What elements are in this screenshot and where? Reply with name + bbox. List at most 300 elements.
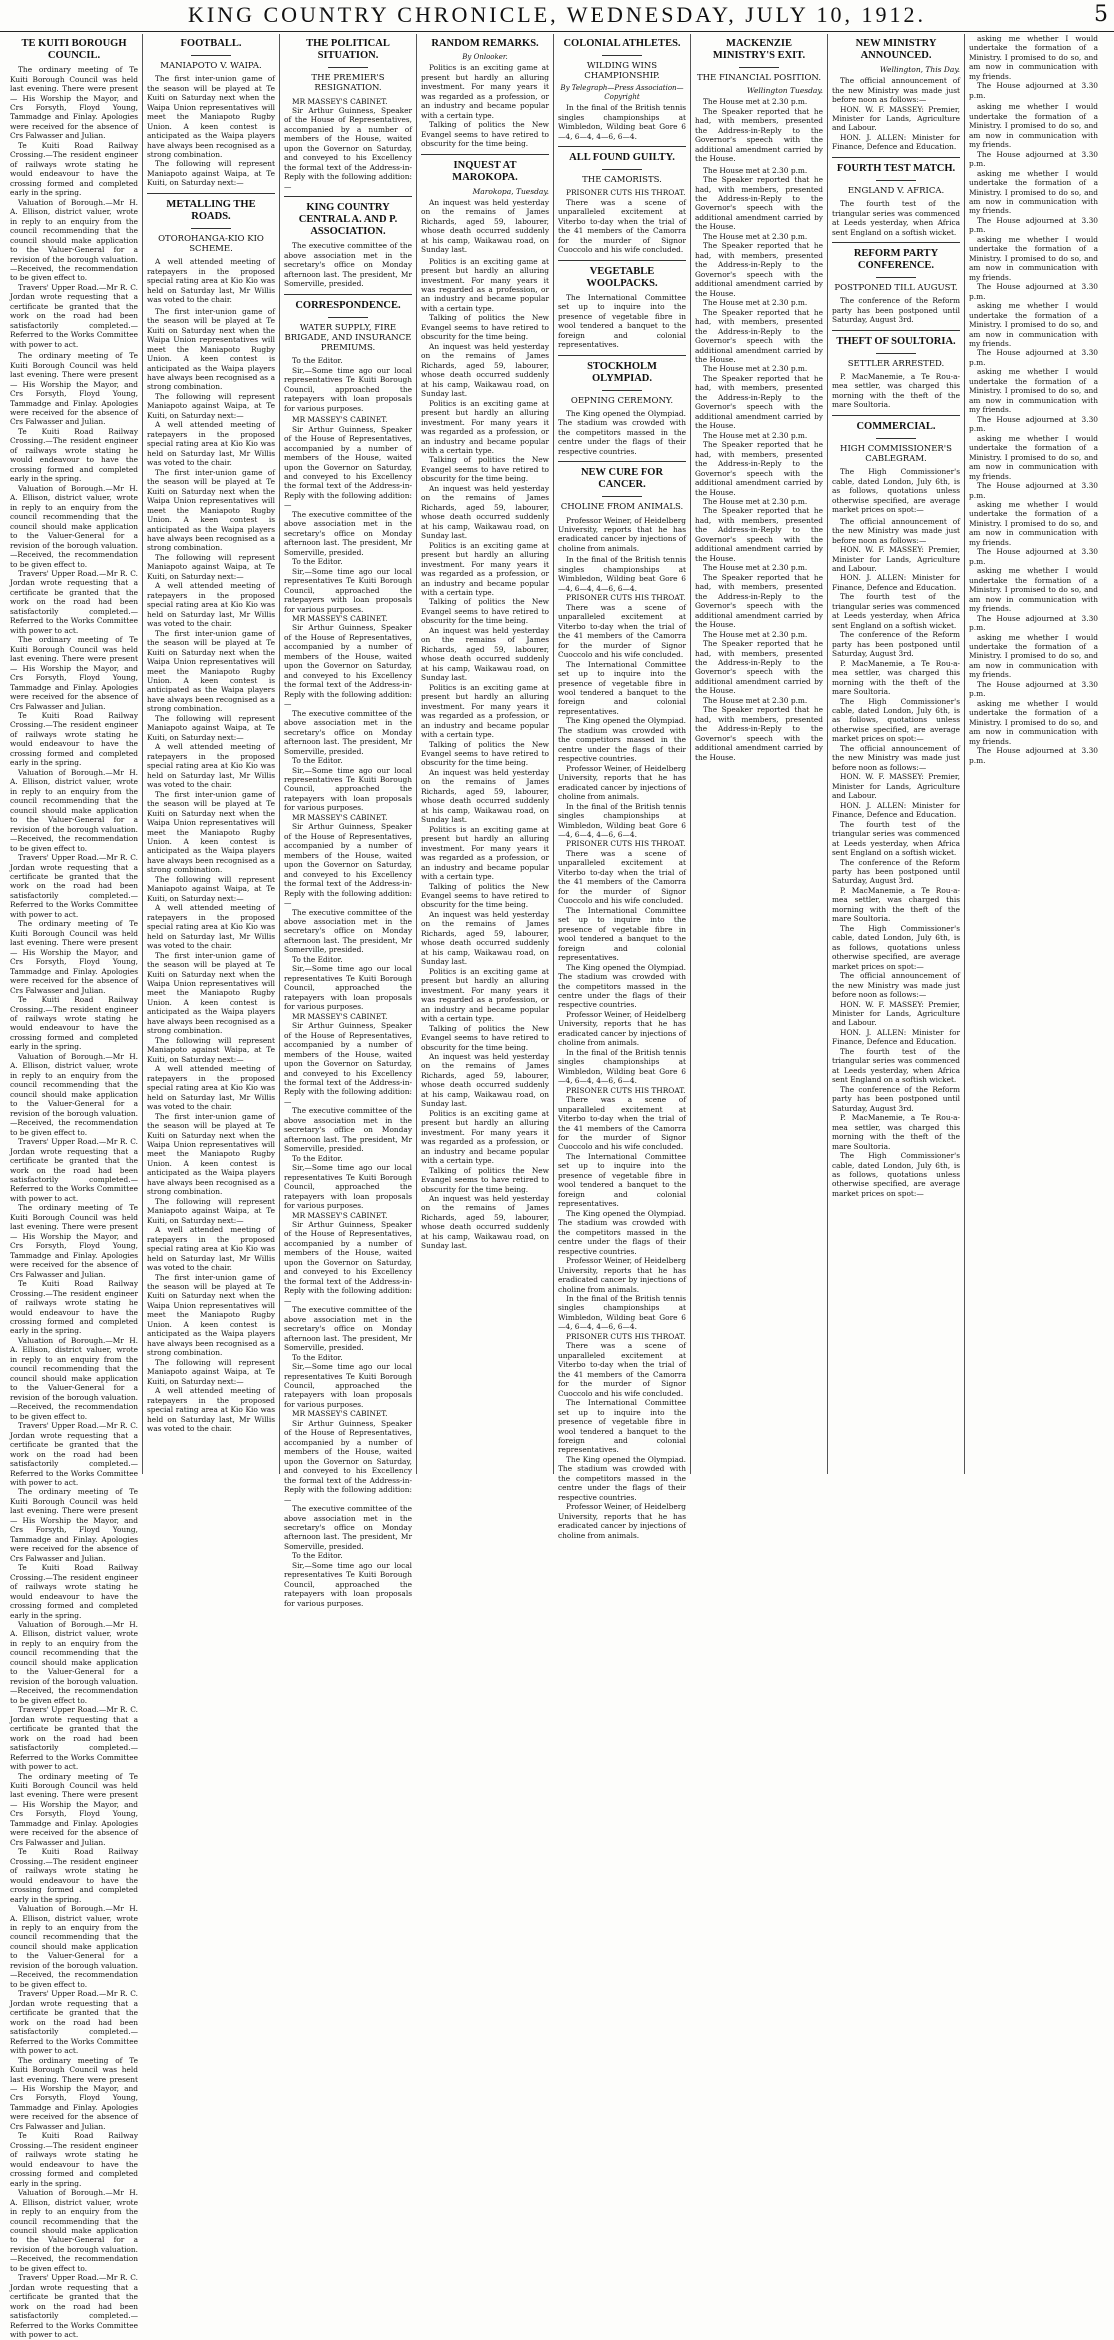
article-paragraph: The ordinary meeting of Te Kuiti Borough Council was held last evening. There were present— His Worship the Mayor, and Crs Forsyth, Floyd Young, Tammadge and Finlay. Apologies were received for the absence of Crs Falwasser and Julian. — [10, 351, 138, 427]
article — [832, 421, 960, 515]
article-subheading: WATER SUPPLY, FIRE BRIGADE, AND INSURANCE PREMIUMS. — [284, 322, 412, 354]
article-paragraph: The first inter-union game of the season will be played at Te Kuiti on Saturday next when the Waipa Union representatives will meet the Maniapoto Rugby Union. A keen contest is anticipated as the Waipa players have always been recognised as a strong combination. — [147, 1272, 275, 1358]
article-paragraph: The King opened the Olympiad. The stadium was crowded with the competitors massed in the centre under the flags of their respective countries. — [558, 1208, 686, 1256]
article — [284, 38, 412, 191]
article-paragraph: Travers' Upper Road.—Mr R. C. Jordan wrote requesting that a certificate be granted that the work on the road had been satisfactorily completed.—Referred to the Works Committee with power to act. — [10, 1705, 138, 1772]
article-paragraph: An inquest was held yesterday on the remains of James Richards, aged 59, labourer, whose death occurred suddenly at his camp, Waikawau road, on Sunday last. — [421, 1194, 549, 1251]
article-paragraph: HON. J. ALLEN: Minister for Finance, Defence and Education. — [832, 573, 960, 592]
article-paragraph: A well attended meeting of ratepayers in the proposed special rating area at Kio Kio was held on Saturday last, Mr Willis was voted to the chair. — [147, 257, 275, 305]
column-5 — [554, 34, 691, 1540]
article-paragraph: The Speaker reported that he had, with members, presented the Address-in-Reply to the Governor's speech with the additional amendment carried by the House. — [695, 106, 823, 164]
article-paragraph: The following will represent Maniapoto against Waipa, at Te Kuiti, on Saturday next:— — [147, 874, 275, 903]
article-paragraph: The fourth test of the triangular series was commenced at Leeds yesterday, when Africa sent England on a softish wicket. — [832, 1046, 960, 1085]
article-paragraph: The executive committee of the above association met in the secretary's office on Monday afternoon last. The president, Mr Somerville, presided. — [284, 509, 412, 557]
article-paragraph: MR MASSEY'S CABINET. — [292, 812, 388, 822]
article-headline: KING COUNTRY CENTRAL A. AND P. ASSOCIATION. — [298, 202, 398, 238]
article-headline: COLONIAL ATHLETES. — [563, 38, 681, 49]
article-paragraph: P. MacManemie, a Te Rou-a-mea settler, was charged this morning with the theft of the mare Soultoria. — [832, 1113, 960, 1151]
headline-rule — [602, 55, 642, 56]
article-paragraph: The official announcement of the new Ministry was made just before noon as follows:— — [832, 971, 960, 1000]
article-paragraph: Politics is an exciting game at present but hardly an alluring investment. For many years it was regarded as a profession, or an industry and became popular with a certain type. — [421, 256, 549, 313]
article — [832, 38, 960, 152]
article-paragraph: The Speaker reported that he had, with members, presented the Address-in-Reply to the Governor's speech with the additional amendment carried by the House. — [695, 639, 823, 696]
article-paragraph: Te Kuiti Road Railway Crossing.—The resident engineer of railways wrote stating he would endeavour to have the crossing formed and completed early in the spring. — [10, 711, 138, 768]
article-paragraph: The House met at 2.30 p.m. — [703, 497, 808, 506]
article-paragraph: Travers' Upper Road.—Mr R. C. Jordan wrote requesting that a certificate be granted that the work on the road had been satisfactorily completed.—Referred to the Works Committee with power to act. — [10, 853, 138, 919]
article-paragraph: The Speaker reported that he had, with members, presented the Address-in-Reply to the Governor's speech with the additional amendment carried by the House. — [695, 440, 823, 497]
article-paragraph: Sir Arthur Guinness, Speaker of the House of Representatives, accompanied by a number of members of the House, waited upon the Governor on Saturday, and conveyed to his Excellency the formal text of the Address-in-Reply with the following addition:— — [284, 1418, 412, 1504]
article-subheading: THE FINANCIAL POSITION. — [696, 73, 822, 84]
article-paragraph: The executive committee of the above association met in the secretary's office on Monday afternoon last. The president, Mr Somerville, presided. — [284, 708, 412, 756]
article-paragraph: asking me whether I would undertake the formation of a Ministry. I promised to do so, and am now in communication with my friends. — [969, 367, 1098, 415]
article-paragraph: Professor Weiner, of Heidelberg University, reports that he has eradicated cancer by injections of choline from animals. — [558, 763, 686, 802]
article-paragraph: Sir,—Some time ago our local representatives Te Kuiti Borough Council, approached the ratepayers with loan proposals for various purposes. — [284, 1163, 412, 1211]
article-paragraph: Te Kuiti Road Railway Crossing.—The resident engineer of railways wrote stating he would endeavour to have the crossing formed and completed early in the spring. — [10, 140, 138, 198]
article-paragraph: Sir,—Some time ago our local representatives Te Kuiti Borough Council, approached the ratepayers with loan proposals for various purposes. — [284, 566, 412, 614]
article-paragraph: The International Committee set up to inquire into the presence of vegetable fibre in wool tendered a banquet to the foreign and colonial representatives. — [558, 905, 686, 963]
article-paragraph: To the Editor. — [292, 1551, 343, 1561]
article-paragraph: The ordinary meeting of Te Kuiti Borough Council was held last evening. There were present— His Worship the Mayor, and Crs Forsyth, Floyd Young, Tammadge and Finlay. Apologies were received for the absence of Crs Falwasser and Julian. — [10, 65, 138, 141]
article-paragraph: Professor Weiner, of Heidelberg University, reports that he has eradicated cancer by injections of choline from animals. — [558, 1502, 686, 1540]
article-paragraph: Te Kuiti Road Railway Crossing.—The resident engineer of railways wrote stating he would endeavour to have the crossing formed and completed early in the spring. — [10, 1279, 138, 1336]
article-paragraph: Talking of politics the New Evangel seems to have retired to obscurity for the time being. — [421, 739, 549, 768]
article-paragraph: The House adjourned at 3.30 p.m. — [969, 613, 1098, 633]
article-paragraph: Talking of politics the New Evangel seems to have retired to obscurity for the time being. — [421, 313, 549, 342]
article-paragraph: Travers' Upper Road.—Mr R. C. Jordan wrote requesting that a certificate be granted that the work on the road had been satisfactorily completed.—Referred to the Works Committee with power to act. — [10, 282, 138, 349]
column-4 — [417, 34, 554, 1474]
headline-rule — [876, 353, 916, 354]
headline-rule — [602, 390, 642, 391]
article-headline: FOURTH TEST MATCH. — [836, 162, 956, 174]
article-paragraph: The executive committee of the above association met in the secretary's office on Monday afternoon last. The president, Mr Somerville, presided. — [284, 241, 412, 289]
column-continuation — [284, 415, 412, 1608]
column-7 — [828, 34, 965, 1474]
article-paragraph: Politics is an exciting game at present but hardly an alluring investment. For many years it was regarded as a profession, or an industry and became popular with a certain type. — [421, 63, 549, 120]
article-paragraph: A well attended meeting of ratepayers in the proposed special rating area at Kio Kio was held on Saturday last, Mr Willis was voted to the chair. — [147, 1064, 275, 1112]
article-paragraph: The House met at 2.30 p.m. — [703, 563, 808, 573]
article-paragraph: In the final of the British tennis singles championships at Wimbledon, Wilding beat Gore 6—4, 6—4, 4—6, 6—4. — [558, 1047, 686, 1086]
headline-rule — [191, 55, 231, 56]
article-paragraph: Sir Arthur Guinness, Speaker of the House of Representatives, accompanied by a number of members of the House, waited upon the Governor on Saturday, and conveyed to his Excellency the formal text of the Address-in-Reply with the following addition:— — [284, 623, 412, 709]
article-separator — [832, 330, 960, 331]
article-paragraph: The Speaker reported that he had, with members, presented the Address-in-Reply to the Governor's speech with the additional amendment carried by the House. — [695, 506, 823, 563]
article-separator — [558, 461, 686, 462]
article-headline: STOCKHOLM OLYMPIAD. — [587, 360, 657, 384]
column-continuation — [558, 555, 686, 1540]
article — [969, 34, 1098, 100]
article-paragraph: The ordinary meeting of Te Kuiti Borough Council was held last evening. There were present— His Worship the Mayor, and Crs Forsyth, Floyd Young, Tammadge and Finlay. Apologies were received for the absence of Crs Falwasser and Julian. — [10, 2055, 138, 2131]
article-paragraph: The King opened the Olympiad. The stadium was crowded with the competitors massed in the centre under the flags of their respective countries. — [558, 716, 686, 764]
article-byline: By Onlooker. — [462, 53, 508, 62]
column-2 — [143, 34, 280, 1474]
headline-rule — [876, 180, 916, 181]
article-paragraph: Valuation of Borough.—Mr H. A. Ellison, district valuer, wrote in reply to an enquiry from the council recommending that the council should make application to the Valuer-General for a revision of the borough valuation.—Received, the recommendation to be given effect to. — [10, 767, 138, 853]
column-continuation — [695, 166, 823, 763]
article-paragraph: The official announcement of the new Ministry was made just before noon as follows:— — [832, 743, 960, 772]
article-paragraph: The following will represent Maniapoto against Waipa, at Te Kuiti, on Saturday next:— — [147, 1357, 275, 1386]
masthead: KING COUNTRY CHRONICLE, WEDNESDAY, JULY 10, 1912. — [187, 2, 926, 27]
headline-rule — [328, 67, 368, 68]
article-headline: FOOTBALL. — [180, 38, 242, 49]
article-paragraph: MR MASSEY'S CABINET. — [292, 1011, 388, 1021]
article-paragraph: In the final of the British tennis singles championships at Wimbledon, Wilding beat Gore 6—4, 6—4, 4—6, 6—4. — [558, 103, 686, 141]
article-paragraph: The first inter-union game of the season will be played at Te Kuiti on Saturday next when the Waipa Union representatives will meet the Maniapoto Rugby Union. A keen contest is anticipated as the Waipa players have always been recognised as a strong combination. — [147, 950, 275, 1036]
article — [558, 266, 686, 350]
article-subheading: SETTLER ARRESTED. — [847, 358, 945, 369]
article-paragraph: Politics is an exciting game at present but hardly an alluring investment. For many years it was regarded as a profession, or an industry and became popular with a certain type. — [421, 540, 549, 598]
article-paragraph: The Speaker reported that he had, with members, presented the Address-in-Reply to the Governor's speech with the additional amendment carried by the House. — [695, 705, 823, 762]
article-paragraph: The fourth test of the triangular series was commenced at Leeds yesterday, when Africa sent England on a softish wicket. — [832, 199, 960, 237]
article-paragraph: Sir Arthur Guinness, Speaker of the House of Representatives, accompanied by a number of members of the House, waited upon the Governor on Saturday, and conveyed to his Excellency the formal text of the Address-in-Reply with the following addition:— — [284, 822, 412, 908]
article-paragraph: HON. W. F. MASSEY: Premier, Minister for Lands, Agriculture and Labour. — [832, 772, 960, 801]
article — [558, 152, 686, 255]
article-paragraph: P. MacManemie, a Te Rou-a-mea settler, was charged this morning with the theft of the mare Soultoria. — [832, 371, 960, 410]
article-paragraph: HON. W. F. MASSEY: Premier, Minister for Lands, Agriculture and Labour. — [832, 545, 960, 573]
article — [421, 160, 549, 255]
article-paragraph: There was a scene of unparalleled excitement at Viterbo to-day when the trial of the 41 members of the Camorra for the murder of Signor Cuoccolo and his wife concluded. — [558, 848, 686, 906]
article-subheading: ENGLAND V. AFRICA. — [847, 185, 945, 196]
article — [832, 163, 960, 237]
page-number: 5 — [1094, 2, 1108, 27]
article-paragraph: Talking of politics the New Evangel seems to have retired to obscurity for the time being. — [421, 1165, 549, 1194]
article-paragraph: To the Editor. — [292, 954, 343, 964]
article-paragraph: The House adjourned at 3.30 p.m. — [969, 81, 1098, 100]
article-paragraph: The House adjourned at 3.30 p.m. — [969, 481, 1098, 500]
headline-rule — [328, 317, 368, 318]
article-paragraph: P. MacManemie, a Te Rou-a-mea settler, was charged this morning with the theft of the mare Soultoria. — [832, 885, 960, 924]
article-paragraph: The conference of the Reform party has been postponed until Saturday, August 3rd. — [832, 630, 960, 659]
article-subheading: OEPNING CEREMONY. — [570, 395, 674, 406]
article-subheading: CHOLINE FROM ANIMALS. — [560, 502, 684, 513]
article-paragraph: A well attended meeting of ratepayers in the proposed special rating area at Kio Kio was held on Saturday last, Mr Willis was voted to the chair. — [147, 903, 275, 951]
article-paragraph: Travers' Upper Road.—Mr R. C. Jordan wrote requesting that a certificate be granted that the work on the road had been satisfactorily completed.—Referred to the Works Committee with power to act. — [10, 1421, 138, 1487]
article-paragraph: Sir,—Some time ago our local representatives Te Kuiti Borough Council, approached the ratepayers with loan proposals for various purposes. — [284, 964, 412, 1012]
article-paragraph: There was a scene of unparalleled excitement at Viterbo to-day when the trial of the 41 members of the Camorra for the murder of Signor Cuoccolo and his wife concluded. — [558, 1341, 686, 1398]
article-paragraph: The House adjourned at 3.30 p.m. — [969, 348, 1098, 367]
article-paragraph: To the Editor. — [292, 356, 343, 366]
article-paragraph: The House met at 2.30 p.m. — [703, 629, 808, 639]
article — [147, 38, 275, 188]
article-paragraph: An inquest was held yesterday on the remains of James Richards, aged 59, labourer, whose death occurred suddenly at his camp, Waikawau road, on Sunday last. — [421, 197, 549, 255]
article-paragraph: Professor Weiner, of Heidelberg University, reports that he has eradicated cancer by injections of choline from animals. — [558, 1009, 686, 1048]
article-paragraph: PRISONER CUTS HIS THROAT. — [566, 1085, 686, 1095]
article-paragraph: The following will represent Maniapoto against Waipa, at Te Kuiti, on Saturday next:— — [147, 713, 275, 742]
article-paragraph: The ordinary meeting of Te Kuiti Borough Council was held last evening. There were present— His Worship the Mayor, and Crs Forsyth, Floyd Young, Tammadge and Finlay. Apologies were received for the absence of Crs Falwasser and Julian. — [10, 635, 138, 711]
article-subheading: HIGH COMMISSIONER'S CABLEGRAM. — [840, 443, 952, 465]
article-paragraph: asking me whether I would undertake the formation of a Ministry. I promised to do so, and am now in communication with my friends. — [969, 34, 1098, 81]
article-headline: METALLING THE ROADS. — [166, 198, 256, 222]
article-paragraph: There was a scene of unparalleled excitement at Viterbo to-day when the trial of the 41 members of the Camorra for the murder of Signor Cuoccolo and his wife concluded. — [558, 1095, 686, 1152]
article-paragraph: Talking of politics the New Evangel seems to have retired to obscurity for the time being. — [421, 881, 549, 910]
article-paragraph: asking me whether I would undertake the formation of a Ministry. I promised to do so, and am now in communication with my friends. — [969, 168, 1098, 216]
column-continuation — [10, 351, 138, 2339]
article-paragraph: The King opened the Olympiad. The stadium was crowded with the competitors massed in the centre under the flags of their respective countries. — [558, 1454, 686, 1502]
column-continuation — [421, 257, 549, 1251]
article — [284, 202, 412, 289]
article-paragraph: MR MASSEY'S CABINET. — [292, 96, 388, 106]
article-paragraph: Sir Arthur Guinness, Speaker of the House of Representatives, accompanied by a number of members of the House, waited upon the Governor on Saturday, and conveyed to his Excellency the formal text of the Address-in-Reply with the following addition:— — [284, 1021, 412, 1106]
article-paragraph: The fourth test of the triangular series was commenced at Leeds yesterday, when Africa sent England on a softish wicket. — [832, 592, 960, 630]
article — [832, 336, 960, 410]
headline-rule — [876, 277, 916, 278]
article-paragraph: asking me whether I would undertake the formation of a Ministry. I promised to do so, and am now in communication with my friends. — [969, 433, 1098, 481]
article-paragraph: The House adjourned at 3.30 p.m. — [969, 547, 1098, 566]
article-paragraph: HON. J. ALLEN: Minister for Finance, Defence and Education. — [832, 1027, 960, 1047]
article-paragraph: HON. W. F. MASSEY: Premier, Minister for Lands, Agriculture and Labour. — [832, 999, 960, 1028]
article-paragraph: The executive committee of the above association met in the secretary's office on Monday afternoon last. The president, Mr Somerville, presided. — [284, 1305, 412, 1353]
article-separator — [832, 242, 960, 243]
article-paragraph: The House met at 2.30 p.m. — [703, 231, 808, 241]
article-paragraph: The conference of the Reform party has been postponed until Saturday, August 3rd. — [832, 857, 960, 886]
article-paragraph: Politics is an exciting game at present but hardly an alluring investment. For many years it was regarded as a profession, or an industry and became popular with a certain type. — [421, 398, 549, 455]
article-paragraph: Sir Arthur Guinness, Speaker of the House of Representatives, accompanied by a number of members of the House, waited upon the Governor on Saturday, and conveyed to his Excellency the formal text of the Address-in-Reply with the following addition:— — [284, 105, 412, 191]
article-paragraph: Valuation of Borough.—Mr H. A. Ellison, district valuer, wrote in reply to an enquiry from the council recommending that the council should make application to the Valuer-General for a revision of the borough valuation.—Received, the recommendation to be given effect to. — [10, 483, 138, 569]
article-paragraph: PRISONER CUTS HIS THROAT. — [566, 839, 686, 849]
article-paragraph: In the final of the British tennis singles championships at Wimbledon, Wilding beat Gore 6—4, 6—4, 4—6, 6—4. — [558, 801, 686, 839]
article-paragraph: The official announcement of the new Ministry was made just before noon as follows:— — [832, 516, 960, 545]
column-6 — [691, 34, 828, 1474]
article-subheading: POSTPONED TILL AUGUST. — [834, 283, 958, 294]
article-paragraph: The House met at 2.30 p.m. — [703, 430, 808, 440]
article-paragraph: MR MASSEY'S CABINET. — [292, 415, 388, 425]
article — [558, 38, 686, 141]
article-headline: CORRESPONDENCE. — [295, 299, 401, 311]
article-paragraph: The official announcement of the new Ministry was made just before noon as follows:— — [832, 76, 960, 105]
article-paragraph: Sir Arthur Guinness, Speaker of the House of Representatives, accompanied by a number of members of the House, waited upon the Governor on Saturday, and conveyed to his Excellency the formal text of the Address-in-Reply with the following addition:— — [284, 1220, 412, 1305]
article-paragraph: The Speaker reported that he had, with members, presented the Address-in-Reply to the Governor's speech with the additional amendment carried by the House. — [695, 175, 823, 232]
article-paragraph: The executive committee of the above association met in the secretary's office on Monday afternoon last. The president, Mr Somerville, presided. — [284, 1504, 412, 1551]
article-paragraph: Travers' Upper Road.—Mr R. C. Jordan wrote requesting that a certificate be granted that the work on the road had been satisfactorily completed.—Referred to the Works Committee with power to act. — [10, 1137, 138, 1203]
article-paragraph: A well attended meeting of ratepayers in the proposed special rating area at Kio Kio was held on Saturday last, Mr Willis was voted to the chair. — [147, 1225, 275, 1273]
article-paragraph: The House adjourned at 3.30 p.m. — [969, 215, 1098, 235]
article-paragraph: asking me whether I would undertake the formation of a Ministry. I promised to do so, and am now in communication with my friends. — [969, 698, 1098, 746]
article-paragraph: Politics is an exciting game at present but hardly an alluring investment. For many years it was regarded as a profession, or an industry and became popular with a certain type. — [421, 966, 549, 1024]
article-paragraph: The High Commissioner's cable, dated London, July 6th, is as follows, quotations unless otherwise specified, are average market prices on spot:— — [832, 923, 960, 971]
article-paragraph: The following will represent Maniapoto against Waipa, at Te Kuiti, on Saturday next:— — [147, 159, 275, 188]
article-paragraph: The Speaker reported that he had, with members, presented the Address-in-Reply to the Governor's speech with the additional amendment carried by the House. — [695, 241, 823, 298]
article-paragraph: The House met at 2.30 p.m. — [703, 298, 808, 308]
article-paragraph: The House met at 2.30 p.m. — [703, 165, 808, 175]
article-paragraph: Te Kuiti Road Railway Crossing.—The resident engineer of railways wrote stating he would endeavour to have the crossing formed and completed early in the spring. — [10, 426, 138, 484]
article-paragraph: HON. W. F. MASSEY: Premier, Minister for Lands, Agriculture and Labour. — [832, 104, 960, 133]
column-continuation — [147, 307, 275, 1434]
article-paragraph: The House met at 2.30 p.m. — [703, 97, 808, 107]
article — [421, 38, 549, 149]
article-paragraph: The following will represent Maniapoto against Waipa, at Te Kuiti, on Saturday next:— — [147, 391, 275, 420]
article-paragraph: The ordinary meeting of Te Kuiti Borough Council was held last evening. There were present— His Worship the Mayor, and Crs Forsyth, Floyd Young, Tammadge and Finlay. Apologies were received for the absence of Crs Falwasser and Julian. — [10, 1203, 138, 1279]
article-paragraph: Sir,—Some time ago our local representatives Te Kuiti Borough Council, approached the ratepayers with loan proposals for various purposes. — [284, 1560, 412, 1608]
article — [558, 467, 686, 553]
article-paragraph: The first inter-union game of the season will be played at Te Kuiti on Saturday next when the Waipa Union representatives will meet the Maniapoto Rugby Union. A keen contest is anticipated as the Waipa players have always been recognised as a strong combination. — [147, 74, 275, 159]
article-paragraph: PRISONER CUTS HIS THROAT. — [566, 188, 686, 198]
article-subheading: WILDING WINS CHAMPIONSHIP. — [584, 61, 660, 82]
article-paragraph: In the final of the British tennis singles championships at Wimbledon, Wilding beat Gore 6—4, 6—4, 4—6, 6—4. — [558, 555, 686, 593]
article-paragraph: The executive committee of the above association met in the secretary's office on Monday afternoon last. The president, Mr Somerville, presided. — [284, 907, 412, 955]
article-headline: INQUEST AT MAROKOPA. — [452, 159, 518, 183]
article-paragraph: asking me whether I would undertake the formation of a Ministry. I promised to do so, and am now in communication with my friends. — [969, 102, 1098, 150]
headline-rule — [739, 67, 779, 68]
article-paragraph: The first inter-union game of the season will be played at Te Kuiti on Saturday next when the Waipa Union representatives will meet the Maniapoto Rugby Union. A keen contest is anticipated as the Waipa players have always been recognised as a strong combination. — [147, 628, 275, 714]
article-paragraph: HON. J. ALLEN: Minister for Finance, Defence and Education. — [832, 800, 960, 820]
article-paragraph: Te Kuiti Road Railway Crossing.—The resident engineer of railways wrote stating he would endeavour to have the crossing formed and completed early in the spring. — [10, 2131, 138, 2188]
article-paragraph: The International Committee set up to inquire into the presence of vegetable fibre in wool tendered a banquet to the foreign and colonial representatives. — [558, 1398, 686, 1455]
article-headline: THE POLITICAL SITUATION. — [306, 38, 390, 62]
article-paragraph: Travers' Upper Road.—Mr R. C. Jordan wrote requesting that a certificate be granted that the work on the road had been satisfactorily completed.—Referred to the Works Committee with power to act. — [10, 1989, 138, 2056]
article-paragraph: The House adjourned at 3.30 p.m. — [969, 149, 1098, 169]
article-headline: ALL FOUND GUILTY. — [569, 152, 675, 164]
article-paragraph: An inquest was held yesterday on the remains of James Richards, aged 59, labourer, whose death occurred suddenly at his camp, Waikawau road, on Sunday last. — [421, 341, 549, 399]
article-paragraph: To the Editor. — [292, 756, 343, 766]
article-paragraph: asking me whether I would undertake the formation of a Ministry. I promised to do so, and am now in communication with my friends. — [969, 499, 1098, 547]
article-headline: REFORM PARTY CONFERENCE. — [853, 248, 939, 272]
article-paragraph: Valuation of Borough.—Mr H. A. Ellison, district valuer, wrote in reply to an enquiry from the council recommending that the council should make application to the Valuer-General for a revision of the borough valuation.—Received, the recommendation to be given effect to. — [10, 2188, 138, 2273]
article-paragraph: An inquest was held yesterday on the remains of James Richards, aged 59, labourer, whose death occurred suddenly at his camp, Waikawau road, on Sunday last. — [421, 483, 549, 541]
article-paragraph: The conference of the Reform party has been postponed until Saturday, August 3rd. — [832, 1084, 960, 1113]
article-paragraph: The House adjourned at 3.30 p.m. — [969, 679, 1098, 699]
article-subheading: OTOROHANGA-KIO KIO SCHEME. — [158, 234, 264, 255]
article-paragraph: HON. J. ALLEN: Minister for Finance, Defence and Education. — [832, 132, 960, 152]
article-separator — [147, 193, 275, 194]
article-paragraph: The following will represent Maniapoto against Waipa, at Te Kuiti, on Saturday next:— — [147, 1196, 275, 1225]
article-paragraph: The High Commissioner's cable, dated London, July 6th, is as follows, quotations unless otherwise specified, are average market prices on spot:— — [832, 1151, 960, 1198]
article-paragraph: Professor Weiner, of Heidelberg University, reports that he has eradicated cancer by injections of choline from animals. — [558, 515, 686, 553]
article-paragraph: An inquest was held yesterday on the remains of James Richards, aged 59, labourer, whose death occurred suddenly at his camp, Waikawau road, on Sunday last. — [421, 1051, 549, 1109]
article-paragraph: The High Commissioner's cable, dated London, July 6th, is as follows, quotations unless otherwise specified, are average market prices on spot:— — [832, 696, 960, 744]
article-paragraph: Sir,—Some time ago our local representatives Te Kuiti Borough Council, approached the ratepayers with loan proposals for various purposes. — [284, 365, 412, 413]
article-separator — [558, 355, 686, 356]
article-paragraph: Sir,—Some time ago our local representatives Te Kuiti Borough Council, approached the ratepayers with loan proposals for various purposes. — [284, 765, 412, 813]
article-separator — [558, 146, 686, 147]
article-headline: NEW CURE FOR CANCER. — [580, 467, 664, 491]
article-paragraph: In the final of the British tennis singles championships at Wimbledon, Wilding beat Gore 6—4, 6—4, 4—6, 6—4. — [558, 1293, 686, 1332]
article-separator — [832, 157, 960, 158]
masthead-rule — [0, 31, 1114, 32]
article-dateline: Marokopa, Tuesday. — [472, 186, 549, 196]
article-paragraph: Travers' Upper Road.—Mr R. C. Jordan wrote requesting that a certificate be granted that the work on the road had been satisfactorily completed.—Referred to the Works Committee with power to act. — [10, 2273, 138, 2340]
article-paragraph: The House met at 2.30 p.m. — [703, 364, 808, 374]
article-paragraph: PRISONER CUTS HIS THROAT. — [566, 593, 686, 603]
article-paragraph: The International Committee set up to inquire into the presence of vegetable fibre in wool tendered a banquet to the foreign and colonial representatives. — [558, 292, 686, 350]
article-paragraph: Valuation of Borough.—Mr H. A. Ellison, district valuer, wrote in reply to an enquiry from the council recommending that the council should make application to the Valuer-General for a revision of the borough valuation.—Received, the recommendation to be given effect to. — [10, 1335, 138, 1421]
article-paragraph: The High Commissioner's cable, dated London, July 6th, is as follows, quotations unless otherwise specified, are average market prices on spot:— — [832, 467, 960, 515]
article-paragraph: A well attended meeting of ratepayers in the proposed special rating area at Kio Kio was held on Saturday last, Mr Willis was voted to the chair. — [147, 1386, 275, 1434]
article-paragraph: The ordinary meeting of Te Kuiti Borough Council was held last evening. There were present— His Worship the Mayor, and Crs Forsyth, Floyd Young, Tammadge and Finlay. Apologies were received for the absence of Crs Falwasser and Julian. — [10, 919, 138, 995]
headline-rule — [602, 169, 642, 170]
article-paragraph: The International Committee set up to inquire into the presence of vegetable fibre in wool tendered a banquet to the foreign and colonial representatives. — [558, 1151, 686, 1209]
article-paragraph: Valuation of Borough.—Mr H. A. Ellison, district valuer, wrote in reply to an enquiry from the council recommending that the council should make application to the Valuer-General for a revision of the borough valuation.—Received, the recommendation to be given effect to. — [10, 1904, 138, 1989]
article-paragraph: The conference of the Reform party has been postponed until Saturday, August 3rd. — [832, 296, 960, 325]
article-paragraph: Te Kuiti Road Railway Crossing.—The resident engineer of railways wrote stating he would endeavour to have the crossing formed and completed early in the spring. — [10, 1563, 138, 1620]
article-paragraph: MR MASSEY'S CABINET. — [292, 1210, 388, 1220]
article-paragraph: asking me whether I would undertake the formation of a Ministry. I promised to do so, and am now in communication with my friends. — [969, 234, 1098, 282]
article-paragraph: Talking of politics the New Evangel seems to have retired to obscurity for the time being. — [421, 597, 549, 626]
article-paragraph: The King opened the Olympiad. The stadium was crowded with the competitors massed in the centre under the flags of their respective countries. — [558, 408, 686, 456]
article-paragraph: The Speaker reported that he had, with members, presented the Address-in-Reply to the Governor's speech with the additional amendment carried by the House. — [695, 572, 823, 630]
column-3 — [280, 34, 417, 1608]
article-paragraph: The first inter-union game of the season will be played at Te Kuiti on Saturday next when the Waipa Union representatives will meet the Maniapoto Rugby Union. A keen contest is anticipated as the Waipa players have always been recognised as a strong combination. — [147, 467, 275, 553]
article-separator — [284, 196, 412, 197]
column-8 — [965, 34, 1102, 1474]
article-paragraph: Te Kuiti Road Railway Crossing.—The resident engineer of railways wrote stating he would endeavour to have the crossing formed and completed early in the spring. — [10, 995, 138, 1052]
article-headline: COMMERCIAL. — [856, 420, 936, 432]
article-paragraph: The House met at 2.30 p.m. — [703, 695, 808, 705]
article-paragraph: Valuation of Borough.—Mr H. A. Ellison, district valuer, wrote in reply to an enquiry from the council recommending that the council should make application to the Valuer-General for a revision of the borough valuation.—Received, the recommendation to be given effect to. — [10, 1051, 138, 1137]
column-1 — [6, 34, 143, 2340]
article-paragraph: MR MASSEY'S CABINET. — [292, 1409, 388, 1419]
article-dateline: Wellington, This Day. — [879, 65, 960, 75]
article-paragraph: Talking of politics the New Evangel seems to have retired to obscurity for the time being. — [421, 120, 549, 149]
article-headline: NEW MINISTRY ANNOUNCED. — [855, 38, 937, 62]
article-paragraph: P. MacManemie, a Te Rou-a-mea settler, was charged this morning with the theft of the mare Soultoria. — [832, 658, 960, 697]
article — [284, 300, 412, 413]
article-paragraph: Politics is an exciting game at present but hardly an alluring investment. For many years it was regarded as a profession, or an industry and became popular with a certain type. — [421, 824, 549, 882]
article-subheading: THE CAMORISTS. — [582, 175, 662, 186]
article-headline: VEGETABLE WOOLPACKS. — [586, 265, 658, 289]
article-paragraph: There was a scene of unparalleled excitement at Viterbo to-day when the trial of the 41 members of the Camorra for the murder of Signor Cuoccolo and his wife concluded. — [558, 197, 686, 255]
article-headline: THEFT OF SOULTORIA. — [836, 335, 956, 347]
article-paragraph: A well attended meeting of ratepayers in the proposed special rating area at Kio Kio was held on Saturday last, Mr Willis was voted to the chair. — [147, 742, 275, 790]
article-paragraph: Politics is an exciting game at present but hardly an alluring investment. For many years it was regarded as a profession, or an industry and became popular with a certain type. — [421, 1108, 549, 1166]
article-paragraph: Talking of politics the New Evangel seems to have retired to obscurity for the time being. — [421, 1023, 549, 1052]
article-paragraph: asking me whether I would undertake the formation of a Ministry. I promised to do so, and am now in communication with my friends. — [969, 566, 1098, 614]
article-paragraph: An inquest was held yesterday on the remains of James Richards, aged 59, labourer, whose death occurred suddenly at his camp, Waikawau road, on Sunday last. — [421, 909, 549, 967]
article-paragraph: The House adjourned at 3.30 p.m. — [969, 282, 1098, 301]
article-paragraph: asking me whether I would undertake the formation of a Ministry. I promised to do so, and am now in communication with my friends. — [969, 301, 1098, 348]
article-separator — [284, 294, 412, 295]
article-paragraph: A well attended meeting of ratepayers in the proposed special rating area at Kio Kio was held on Saturday last, Mr Willis was voted to the chair. — [147, 581, 275, 629]
columns — [6, 34, 1110, 2340]
column-continuation — [832, 517, 960, 1199]
article-paragraph: Politics is an exciting game at present but hardly an alluring investment. For many years it was regarded as a profession, or an industry and became popular with a certain type. — [421, 682, 549, 740]
article-paragraph: A well attended meeting of ratepayers in the proposed special rating area at Kio Kio was held on Saturday last, Mr Willis was voted to the chair. — [147, 420, 275, 468]
article-subheading: MANIAPOTO V. WAIPA. — [160, 61, 262, 72]
article-paragraph: The first inter-union game of the season will be played at Te Kuiti on Saturday next when the Waipa Union representatives will meet the Maniapoto Rugby Union. A keen contest is anticipated as the Waipa players have always been recognised as a strong combination. — [147, 789, 275, 875]
article-paragraph: Travers' Upper Road.—Mr R. C. Jordan wrote requesting that a certificate be granted that the work on the road had been satisfactorily completed.—Referred to the Works Committee with power to act. — [10, 568, 138, 635]
article-paragraph: The fourth test of the triangular series was commenced at Leeds yesterday, when Africa sent England on a softish wicket. — [832, 819, 960, 858]
headline-rule — [191, 228, 231, 229]
article-dateline: Wellington Tuesday. — [746, 86, 823, 96]
article-paragraph: Talking of politics the New Evangel seems to have retired to obscurity for the time being. — [421, 455, 549, 484]
article-paragraph: PRISONER CUTS HIS THROAT. — [566, 1331, 686, 1341]
article-paragraph: Sir,—Some time ago our local representatives Te Kuiti Borough Council, approached the ratepayers with loan proposals for various purposes. — [284, 1362, 412, 1409]
headline-rule — [876, 438, 916, 439]
article-paragraph: The ordinary meeting of Te Kuiti Borough Council was held last evening. There were present— His Worship the Mayor, and Crs Forsyth, Floyd Young, Tammadge and Finlay. Apologies were received for the absence of Crs Falwasser and Julian. — [10, 1771, 138, 1847]
article — [147, 199, 275, 305]
article-paragraph: To the Editor. — [292, 1352, 343, 1362]
article-paragraph: The House adjourned at 3.30 p.m. — [969, 746, 1098, 765]
article-paragraph: To the Editor. — [292, 1153, 343, 1163]
article-paragraph: To the Editor. — [292, 557, 343, 567]
article-paragraph: MR MASSEY'S CABINET. — [292, 614, 388, 623]
article — [695, 38, 823, 164]
article-paragraph: The International Committee set up to inquire into the presence of vegetable fibre in wool tendered a banquet to the foreign and colonial representatives. — [558, 659, 686, 716]
article-separator — [558, 260, 686, 261]
article-paragraph: The ordinary meeting of Te Kuiti Borough Council was held last evening. There were present— His Worship the Mayor, and Crs Forsyth, Floyd Young, Tammadge and Finlay. Apologies were received for the absence of Crs Falwasser and Julian. — [10, 1487, 138, 1563]
article-headline: MACKENZIE MINISTRY'S EXIT. — [712, 38, 806, 62]
article-paragraph: asking me whether I would undertake the formation of a Ministry. I promised to do so, and am now in communication with my friends. — [969, 632, 1098, 680]
article-paragraph: An inquest was held yesterday on the remains of James Richards, aged 59, labourer, whose death occurred suddenly at his camp, Waikawau road, on Sunday last. — [421, 625, 549, 683]
article-paragraph: The first inter-union game of the season will be played at Te Kuiti on Saturday next when the Waipa Union representatives will meet the Maniapoto Rugby Union. A keen contest is anticipated as the Waipa players have always been recognised as a strong combination. — [147, 1111, 275, 1197]
article-headline: TE KUITI BOROUGH COUNCIL. — [21, 38, 127, 62]
article-paragraph: An inquest was held yesterday on the remains of James Richards, aged 59, labourer, whose death occurred suddenly at his camp, Waikawau road, on Sunday last. — [421, 767, 549, 825]
article-paragraph: The Speaker reported that he had, with members, presented the Address-in-Reply to the Governor's speech with the additional amendment carried by the House. — [695, 373, 823, 431]
article-paragraph: Valuation of Borough.—Mr H. A. Ellison, district valuer, wrote in reply to an enquiry from the council recommending that the council should make application to the Valuer-General for a revision of the borough valuation.—Received, the recommendation to be given effect to. — [10, 1620, 138, 1705]
article-paragraph: There was a scene of unparalleled excitement at Viterbo to-day when the trial of the 41 members of the Camorra for the murder of Signor Cuoccolo and his wife concluded. — [558, 602, 686, 660]
article-paragraph: Sir Arthur Guinness, Speaker of the House of Representatives, accompanied by a number of members of the House, waited upon the Governor on Saturday, and conveyed to his Excellency the formal text of the Address-in-Reply with the following addition:— — [284, 424, 412, 510]
article-paragraph: Te Kuiti Road Railway Crossing.—The resident engineer of railways wrote stating he would endeavour to have the crossing formed and completed early in the spring. — [10, 1847, 138, 1904]
article — [558, 361, 686, 457]
article-paragraph: The first inter-union game of the season will be played at Te Kuiti on Saturday next when the Waipa Union representatives will meet the Maniapoto Rugby Union. A keen contest is anticipated as the Waipa players have always been recognised as a strong combination. — [147, 306, 275, 392]
